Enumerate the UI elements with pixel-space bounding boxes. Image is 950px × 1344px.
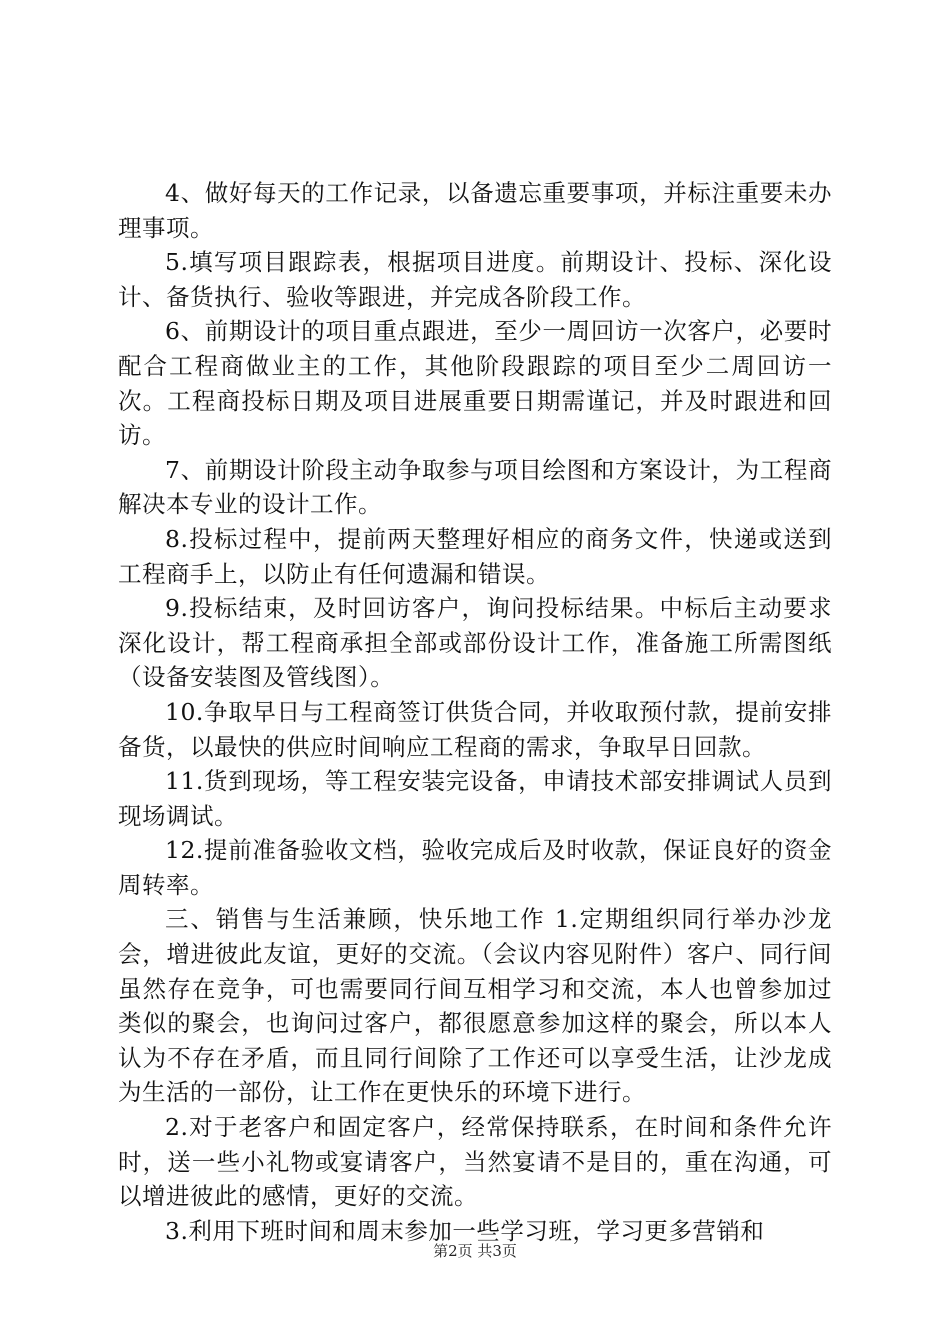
section-three-item-2: 2.对于老客户和固定客户，经常保持联系，在时间和条件允许时，送一些小礼物或宴请客户，当然宴请不是目的，重在沟通，可以增进彼此的感情，更好的交流。 (118, 1113, 832, 1211)
paragraph-5: 5.填写项目跟踪表，根据项目进度。前期设计、投标、深化设计、备货执行、验收等跟进，并完成各阶段工作。 (118, 248, 832, 311)
paragraph-9: 9.投标结束，及时回访客户，询问投标结果。中标后主动要求深化设计，帮工程商承担全部或部份设计工作，准备施工所需图纸（设备安装图及管线图）。 (118, 594, 832, 692)
section-three-paragraph: 三、销售与生活兼顾，快乐地工作 1.定期组织同行举办沙龙会，增进彼此友谊，更好的交流。（会议内容见附件）客户、同行间虽然存在竞争，可也需要同行间互相学习和交流，本人也曾参加过类似的聚会，也询问过客户，都很愿意参加这样的聚会，所以本人认为不存在矛盾，而且同行间除了工作还可以享受生活，让沙龙成为生活的一部份，让工作在更快乐的环境下进行。 (118, 905, 832, 1107)
paragraph-8: 8.投标过程中，提前两天整理好相应的商务文件，快递或送到工程商手上，以防止有任何遗漏和错误。 (118, 524, 832, 588)
paragraph-11: 11.货到现场，等工程安装完设备，申请技术部安排调试人员到现场调试。 (118, 767, 832, 830)
paragraph-10: 10.争取早日与工程商签订供货合同，并收取预付款，提前安排备货，以最快的供应时间响应工程商的需求，争取早日回款。 (118, 697, 832, 761)
section-three-item-3: 3.利用下班时间和周末参加一些学习班，学习更多营销和 (165, 1216, 765, 1245)
paragraph-12: 12.提前准备验收文档，验收完成后及时收款，保证良好的资金周转率。 (118, 836, 832, 899)
document-body (118, 176, 832, 1248)
paragraph-7: 7、前期设计阶段主动争取参与项目绘图和方案设计，为工程商解决本专业的设计工作。 (118, 455, 832, 519)
paragraph-6: 6、前期设计的项目重点跟进，至少一周回访一次客户，必要时配合工程商做业主的工作，其他阶段跟踪的项目至少二周回访一次。工程商投标日期及项目进展重要日期需谨记，并及时跟进和回访。 (118, 317, 832, 450)
page-footer: 第2页 共3页 (433, 1242, 517, 1260)
paragraph-4: 4、做好每天的工作记录，以备遗忘重要事项，并标注重要未办理事项。 (118, 179, 832, 242)
